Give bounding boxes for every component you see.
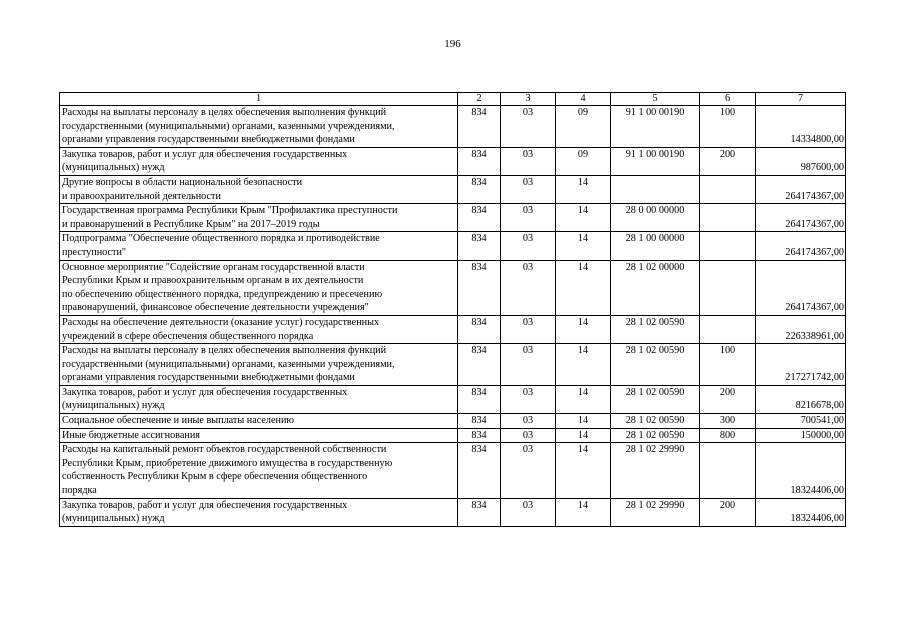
- row-subsection-cell: 14: [556, 204, 611, 232]
- row-target-article-cell: 28 1 02 00000: [611, 260, 700, 315]
- column-header-1: 1: [60, 93, 458, 106]
- table-row: [60, 147, 846, 175]
- table-row: [60, 260, 846, 315]
- row-amount-cell: 264174367,00: [756, 232, 846, 260]
- row-subsection-cell: 14: [556, 428, 611, 443]
- row-amount-cell: 700541,00: [756, 414, 846, 429]
- row-amount-cell: 264174367,00: [756, 260, 846, 315]
- row-expense-type-cell: 200: [700, 385, 756, 413]
- row-target-article-cell: 28 1 02 00590: [611, 428, 700, 443]
- row-section-cell: 03: [501, 344, 556, 386]
- row-amount-cell: 8216678,00: [756, 385, 846, 413]
- row-subsection-cell: 14: [556, 385, 611, 413]
- row-expense-type-cell: 200: [700, 147, 756, 175]
- table-row: [60, 344, 846, 386]
- row-target-article-cell: 91 1 00 00190: [611, 106, 700, 148]
- row-target-article-cell: [611, 175, 700, 203]
- row-amount-cell: 217271742,00: [756, 344, 846, 386]
- row-name-cell: Расходы на обеспечение деятельности (оказание услуг) государственных учреждений в сфере обеспечения общественного порядка: [60, 315, 458, 343]
- row-section-cell: 03: [501, 204, 556, 232]
- row-subsection-cell: 14: [556, 443, 611, 498]
- row-section-cell: 03: [501, 315, 556, 343]
- row-admin-code-cell: 834: [458, 204, 501, 232]
- row-expense-type-cell: [700, 260, 756, 315]
- row-target-article-cell: 28 1 02 00590: [611, 315, 700, 343]
- row-subsection-cell: 09: [556, 106, 611, 148]
- row-expense-type-cell: [700, 315, 756, 343]
- row-name-cell: Расходы на выплаты персоналу в целях обеспечения выполнения функций государственными (муниципальными) органами, казенными учреждениями, органами управления государственными внебюджетными фондами: [60, 344, 458, 386]
- row-name-cell: Расходы на капитальный ремонт объектов государственной собственности Республики Крым, приобретение движимого имущества в государственную собственность Республики Крым в сфере обеспечения общественного порядка: [60, 443, 458, 498]
- row-target-article-cell: 28 1 00 00000: [611, 232, 700, 260]
- row-section-cell: 03: [501, 385, 556, 413]
- row-admin-code-cell: 834: [458, 106, 501, 148]
- row-section-cell: 03: [501, 175, 556, 203]
- row-name-cell: Государственная программа Республики Крым "Профилактика преступности и правонарушений в Республике Крым" на 2017–2019 годы: [60, 204, 458, 232]
- row-admin-code-cell: 834: [458, 260, 501, 315]
- table-row: [60, 232, 846, 260]
- row-amount-cell: 264174367,00: [756, 175, 846, 203]
- row-admin-code-cell: 834: [458, 498, 501, 526]
- row-expense-type-cell: 100: [700, 106, 756, 148]
- row-target-article-cell: 28 1 02 00590: [611, 344, 700, 386]
- row-amount-cell: 264174367,00: [756, 204, 846, 232]
- row-section-cell: 03: [501, 147, 556, 175]
- row-amount-cell: 987600,00: [756, 147, 846, 175]
- row-target-article-cell: 28 1 02 29990: [611, 498, 700, 526]
- row-admin-code-cell: 834: [458, 147, 501, 175]
- row-amount-cell: 14334800,00: [756, 106, 846, 148]
- row-expense-type-cell: 100: [700, 344, 756, 386]
- column-header-4: 4: [556, 93, 611, 106]
- row-subsection-cell: 14: [556, 315, 611, 343]
- table-row: [60, 428, 846, 443]
- row-amount-cell: 18324406,00: [756, 443, 846, 498]
- page-number: 196: [444, 38, 461, 50]
- row-admin-code-cell: 834: [458, 175, 501, 203]
- row-expense-type-cell: [700, 175, 756, 203]
- row-admin-code-cell: 834: [458, 385, 501, 413]
- row-admin-code-cell: 834: [458, 232, 501, 260]
- row-name-cell: Иные бюджетные ассигнования: [60, 428, 458, 443]
- table-row: [60, 498, 846, 526]
- row-amount-cell: 226338961,00: [756, 315, 846, 343]
- table-row: [60, 315, 846, 343]
- table-row: [60, 414, 846, 429]
- header-row: [60, 93, 846, 106]
- row-section-cell: 03: [501, 443, 556, 498]
- row-admin-code-cell: 834: [458, 428, 501, 443]
- table-row: [60, 106, 846, 148]
- row-amount-cell: 18324406,00: [756, 498, 846, 526]
- row-name-cell: Расходы на выплаты персоналу в целях обеспечения выполнения функций государственными (муниципальными) органами, казенными учреждениями, органами управления государственными внебюджетными фондами: [60, 106, 458, 148]
- row-name-cell: Подпрограмма "Обеспечение общественного порядка и противодействие преступности": [60, 232, 458, 260]
- row-target-article-cell: 28 0 00 00000: [611, 204, 700, 232]
- table-body: [60, 106, 846, 527]
- column-header-5: 5: [611, 93, 700, 106]
- row-target-article-cell: 28 1 02 29990: [611, 443, 700, 498]
- row-name-cell: Социальное обеспечение и иные выплаты населению: [60, 414, 458, 429]
- row-admin-code-cell: 834: [458, 344, 501, 386]
- row-section-cell: 03: [501, 260, 556, 315]
- row-expense-type-cell: [700, 204, 756, 232]
- row-section-cell: 03: [501, 232, 556, 260]
- row-target-article-cell: 91 1 00 00190: [611, 147, 700, 175]
- row-target-article-cell: 28 1 02 00590: [611, 414, 700, 429]
- row-expense-type-cell: 800: [700, 428, 756, 443]
- row-admin-code-cell: 834: [458, 315, 501, 343]
- row-name-cell: Закупка товаров, работ и услуг для обеспечения государственных (муниципальных) нужд: [60, 385, 458, 413]
- column-header-2: 2: [458, 93, 501, 106]
- row-subsection-cell: 14: [556, 175, 611, 203]
- row-admin-code-cell: 834: [458, 414, 501, 429]
- row-section-cell: 03: [501, 414, 556, 429]
- row-subsection-cell: 14: [556, 414, 611, 429]
- column-header-6: 6: [700, 93, 756, 106]
- table-row: [60, 204, 846, 232]
- row-admin-code-cell: 834: [458, 443, 501, 498]
- row-subsection-cell: 14: [556, 344, 611, 386]
- row-name-cell: Основное мероприятие "Содействие органам государственной власти Республики Крым и правоохранительным органам в их деятельности по обеспечению общественного порядка, предупреждению и пресечению правонарушений, финансовое обеспечение деятельности учреждения": [60, 260, 458, 315]
- row-section-cell: 03: [501, 428, 556, 443]
- row-amount-cell: 150000,00: [756, 428, 846, 443]
- row-expense-type-cell: 300: [700, 414, 756, 429]
- row-subsection-cell: 14: [556, 498, 611, 526]
- row-section-cell: 03: [501, 498, 556, 526]
- row-target-article-cell: 28 1 02 00590: [611, 385, 700, 413]
- row-subsection-cell: 14: [556, 232, 611, 260]
- row-name-cell: Другие вопросы в области национальной безопасности и правоохранительной деятельности: [60, 175, 458, 203]
- row-expense-type-cell: 200: [700, 498, 756, 526]
- row-section-cell: 03: [501, 106, 556, 148]
- column-header-7: 7: [756, 93, 846, 106]
- row-expense-type-cell: [700, 232, 756, 260]
- budget-table: [59, 92, 846, 527]
- row-name-cell: Закупка товаров, работ и услуг для обеспечения государственных (муниципальных) нужд: [60, 147, 458, 175]
- row-subsection-cell: 09: [556, 147, 611, 175]
- table-row: [60, 175, 846, 203]
- row-subsection-cell: 14: [556, 260, 611, 315]
- column-header-3: 3: [501, 93, 556, 106]
- row-name-cell: Закупка товаров, работ и услуг для обеспечения государственных (муниципальных) нужд: [60, 498, 458, 526]
- row-expense-type-cell: [700, 443, 756, 498]
- table-row: [60, 443, 846, 498]
- table-row: [60, 385, 846, 413]
